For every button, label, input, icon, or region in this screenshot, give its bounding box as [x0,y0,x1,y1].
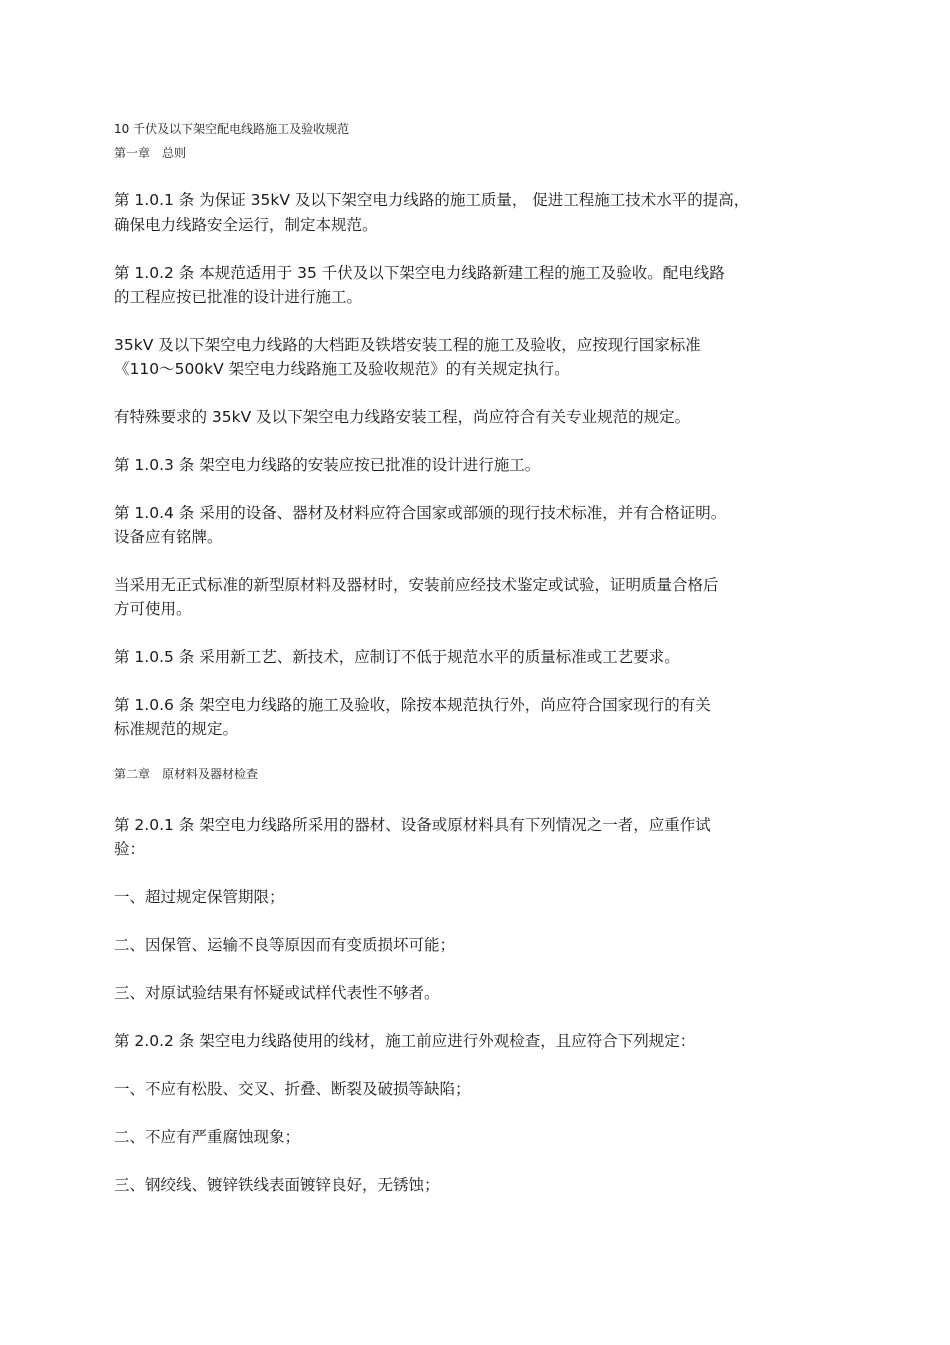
article-1-0-5: 第 1.0.5 条 采用新工艺、新技术，应制订不低于规范水平的质量标准或工艺要求。 [114,648,680,666]
article-2-0-2: 第 2.0.2 条 架空电力线路使用的线材，施工前应进行外观检查，且应符合下列规定： [114,1032,696,1050]
document-title: 10 千伏及以下架空配电线路施工及验收规范 [114,122,350,136]
list-item: 一、超过规定保管期限； [114,888,285,906]
chapter-heading: 第一章 总则 [114,146,187,160]
paragraph-line1: 35kV 及以下架空电力线路的大档距及铁塔安装工程的施工及验收，应按现行国家标准 [114,336,701,354]
paragraph: 有特殊要求的 35kV 及以下架空电力线路安装工程，尚应符合有关专业规范的规定。 [114,408,691,426]
paragraph-line1: 当采用无正式标准的新型原材料及器材时，安装前应经技术鉴定或试验，证明质量合格后 [114,576,719,594]
article-1-0-6-line2: 标准规范的规定。 [114,720,239,738]
article-1-0-6-line1: 第 1.0.6 条 架空电力线路的施工及验收，除按本规范执行外，尚应符合国家现行的有关 [114,696,711,714]
paragraph-line2: 《110～500kV 架空电力线路施工及验收规范》的有关规定执行。 [114,360,570,378]
list-item: 三、钢绞线、镀锌铁线表面镀锌良好，无锈蚀； [114,1176,440,1194]
article-1-0-3: 第 1.0.3 条 架空电力线路的安装应按已批准的设计进行施工。 [114,456,541,474]
list-item: 二、不应有严重腐蚀现象； [114,1128,301,1146]
list-item: 三、对原试验结果有怀疑或试样代表性不够者。 [114,984,440,1002]
article-1-0-4-line1: 第 1.0.4 条 采用的设备、器材及材料应符合国家或部颁的现行技术标准，并有合格证明。 [114,504,727,522]
chapter-heading: 第二章 原材料及器材检查 [114,767,259,781]
article-1-0-1-line2: 确保电力线路安全运行，制定本规范。 [114,216,378,234]
article-1-0-2-line2: 的工程应按已批准的设计进行施工。 [114,288,363,306]
article-1-0-1-line1: 第 1.0.1 条 为保证 35kV 及以下架空电力线路的施工质量， 促进工程施工技术水平的提高， [114,191,750,209]
list-item: 一、不应有松股、交叉、折叠、断裂及破损等缺陷； [114,1080,471,1098]
article-1-0-2-line1: 第 1.0.2 条 本规范适用于 35 千伏及以下架空电力线路新建工程的施工及验收。配电线路 [114,264,725,282]
article-2-0-1-line2: 验： [114,840,146,858]
list-item: 二、因保管、运输不良等原因而有变质损坏可能； [114,936,456,954]
paragraph-line2: 方可使用。 [114,600,192,618]
article-2-0-1-line1: 第 2.0.1 条 架空电力线路所采用的器材、设备或原材料具有下列情况之一者，应重作试 [114,816,711,834]
article-1-0-4-line2: 设备应有铭牌。 [114,528,223,546]
